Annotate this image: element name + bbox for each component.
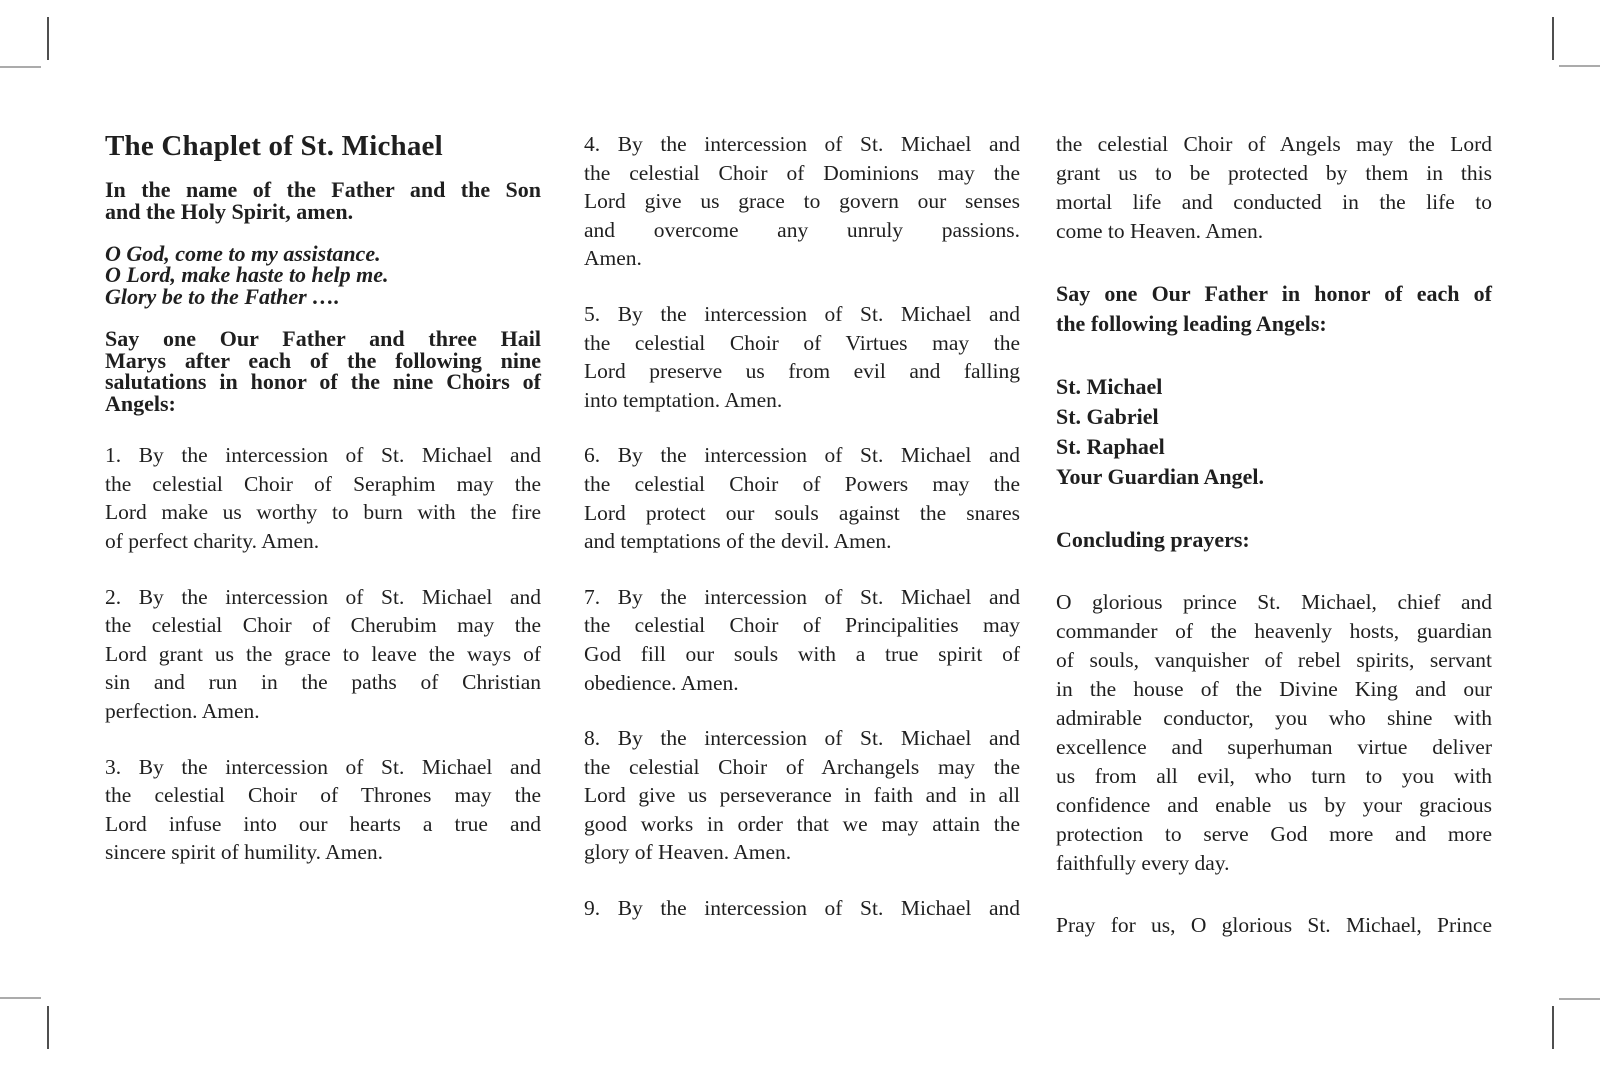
text-line: Marys after each of the following nine — [105, 347, 541, 373]
salutation-1 — [105, 441, 541, 555]
text-line: Pray for us, O glorious St. Michael, Prince — [1056, 913, 1492, 937]
text-line: and temptations of the devil. Amen. — [584, 529, 892, 554]
text-line: and overcome any unruly passions. — [584, 217, 1020, 242]
text-line: the following leading Angels: — [1056, 311, 1327, 336]
text-line: 2. By the intercession of St. Michael and — [105, 584, 541, 609]
crop-mark-top-right-vertical — [1552, 17, 1554, 60]
text-line: protection to serve God more and more — [1056, 822, 1492, 846]
text-line: Say one Our Father and three Hail — [105, 325, 541, 351]
text-line: 6. By the intercession of St. Michael and — [584, 443, 1020, 468]
text-line: the celestial Choir of Principalities may — [584, 613, 1020, 638]
text-line: us from all evil, who turn to you with — [1056, 764, 1492, 788]
opening-invocation — [105, 240, 541, 309]
text-line: Your Guardian Angel. — [1056, 464, 1265, 489]
text-line: Amen. — [584, 246, 642, 271]
chaplet-instruction — [105, 325, 541, 417]
text-line: glory of Heaven. Amen. — [584, 840, 792, 865]
text-line: Lord protect our souls against the snares — [584, 500, 1020, 525]
text-line: the celestial Choir of Seraphim may the — [105, 471, 541, 496]
text-line: Lord make us worthy to burn with the fire — [105, 500, 541, 525]
text-line: 1. By the intercession of St. Michael and — [105, 443, 541, 468]
text-line: the celestial Choir of Dominions may the — [584, 160, 1020, 185]
text-line: 7. By the intercession of St. Michael and — [584, 584, 1020, 609]
sign-of-the-cross-text — [105, 179, 541, 223]
concluding-prayers-heading: Concluding prayers: — [1056, 527, 1250, 552]
text-line: Lord give us perseverance in faith and in all — [584, 783, 1020, 808]
text-line: 3. By the intercession of St. Michael and — [105, 754, 541, 779]
text-line: excellence and superhuman virtue deliver — [1056, 735, 1492, 759]
text-line: 4. By the intercession of St. Michael and — [584, 132, 1020, 156]
text-line: into temptation. Amen. — [584, 387, 783, 412]
crop-mark-bottom-left-vertical — [47, 1006, 49, 1049]
text-line: commander of the heavenly hosts, guardian — [1056, 619, 1492, 643]
concluding-prayer — [1056, 588, 1492, 878]
salutation-9-continuation — [1056, 130, 1492, 246]
salutation-4 — [584, 130, 1020, 273]
text-line: Lord grant us the grace to leave the ways of — [105, 641, 541, 666]
text-line: the celestial Choir of Archangels may the — [584, 754, 1020, 779]
salutation-5 — [584, 300, 1020, 414]
text-line: Glory be to the Father …. — [105, 284, 340, 309]
text-line: good works in order that we may attain the — [584, 811, 1020, 836]
text-line: the celestial Choir of Cherubim may the — [105, 613, 541, 638]
text-line: come to Heaven. Amen. — [1056, 219, 1264, 243]
crop-mark-top-left-vertical — [47, 17, 49, 60]
text-line: O God, come to my assistance. — [105, 240, 381, 266]
salutation-7 — [584, 583, 1020, 697]
crop-mark-top-right-horizontal — [1559, 65, 1600, 67]
text-line: faithfully every day. — [1056, 851, 1230, 875]
text-line: St. Gabriel — [1056, 404, 1159, 429]
crop-mark-bottom-right-horizontal — [1559, 998, 1600, 1000]
salutation-3 — [105, 753, 541, 867]
salutation-8 — [584, 724, 1020, 867]
page-title: The Chaplet of St. Michael — [105, 130, 443, 162]
text-line: of perfect charity. Amen. — [105, 529, 320, 553]
text-line: Angels: — [105, 391, 176, 417]
text-line: O glorious prince St. Michael, chief and — [1056, 590, 1492, 614]
column-2 — [584, 130, 1020, 923]
text-line: O Lord, make haste to help me. — [105, 262, 389, 288]
text-line: the celestial Choir of Virtues may the — [584, 330, 1020, 355]
text-line: Say one Our Father in honor of each of — [1056, 281, 1492, 306]
crop-mark-top-left-horizontal — [0, 66, 41, 68]
text-line: in the house of the Divine King and our — [1056, 677, 1492, 701]
text-line: the celestial Choir of Angels may the Lord — [1056, 132, 1492, 156]
text-line: 9. By the intercession of St. Michael and — [584, 896, 1020, 921]
crop-mark-bottom-left-horizontal — [0, 997, 41, 999]
text-line: grant us to be protected by them in this — [1056, 161, 1492, 185]
text-line: the celestial Choir of Powers may the — [584, 471, 1020, 496]
text-line: salutations in honor of the nine Choirs of — [105, 369, 541, 395]
column-1 — [105, 130, 541, 867]
pray-for-us-opening — [1056, 911, 1492, 940]
text-line: confidence and enable us by your gracious — [1056, 793, 1492, 817]
text-line: mortal life and conducted in the life to — [1056, 190, 1492, 214]
text-line: Lord preserve us from evil and falling — [584, 359, 1020, 384]
salutation-2 — [105, 583, 541, 726]
text-line: perfection. Amen. — [105, 698, 260, 723]
text-line: 5. By the intercession of St. Michael and — [584, 301, 1020, 326]
text-line: of souls, vanquisher of rebel spirits, servant — [1056, 648, 1492, 672]
text-line: St. Raphael — [1056, 434, 1165, 459]
text-line: and the Holy Spirit, amen. — [105, 198, 354, 224]
leading-angels-list — [1056, 372, 1492, 492]
text-line: Lord infuse into our hearts a true and — [105, 811, 541, 836]
text-line: admirable conductor, you who shine with — [1056, 706, 1492, 730]
text-line: Lord give us grace to govern our senses — [584, 189, 1020, 214]
salutation-6 — [584, 441, 1020, 555]
text-line: God fill our souls with a true spirit of — [584, 641, 1020, 666]
text-line: In the name of the Father and the Son — [105, 177, 541, 202]
text-line: 8. By the intercession of St. Michael and — [584, 726, 1020, 751]
column-3 — [1056, 130, 1492, 940]
our-father-instruction — [1056, 279, 1492, 339]
text-line: obedience. Amen. — [584, 670, 739, 695]
text-line: sincere spirit of humility. Amen. — [105, 840, 384, 865]
text-line: St. Michael — [1056, 374, 1163, 399]
text-line: sin and run in the paths of Christian — [105, 670, 541, 695]
salutation-9-opening — [584, 894, 1020, 923]
text-line: the celestial Choir of Thrones may the — [105, 783, 541, 808]
crop-mark-bottom-right-vertical — [1552, 1006, 1554, 1049]
